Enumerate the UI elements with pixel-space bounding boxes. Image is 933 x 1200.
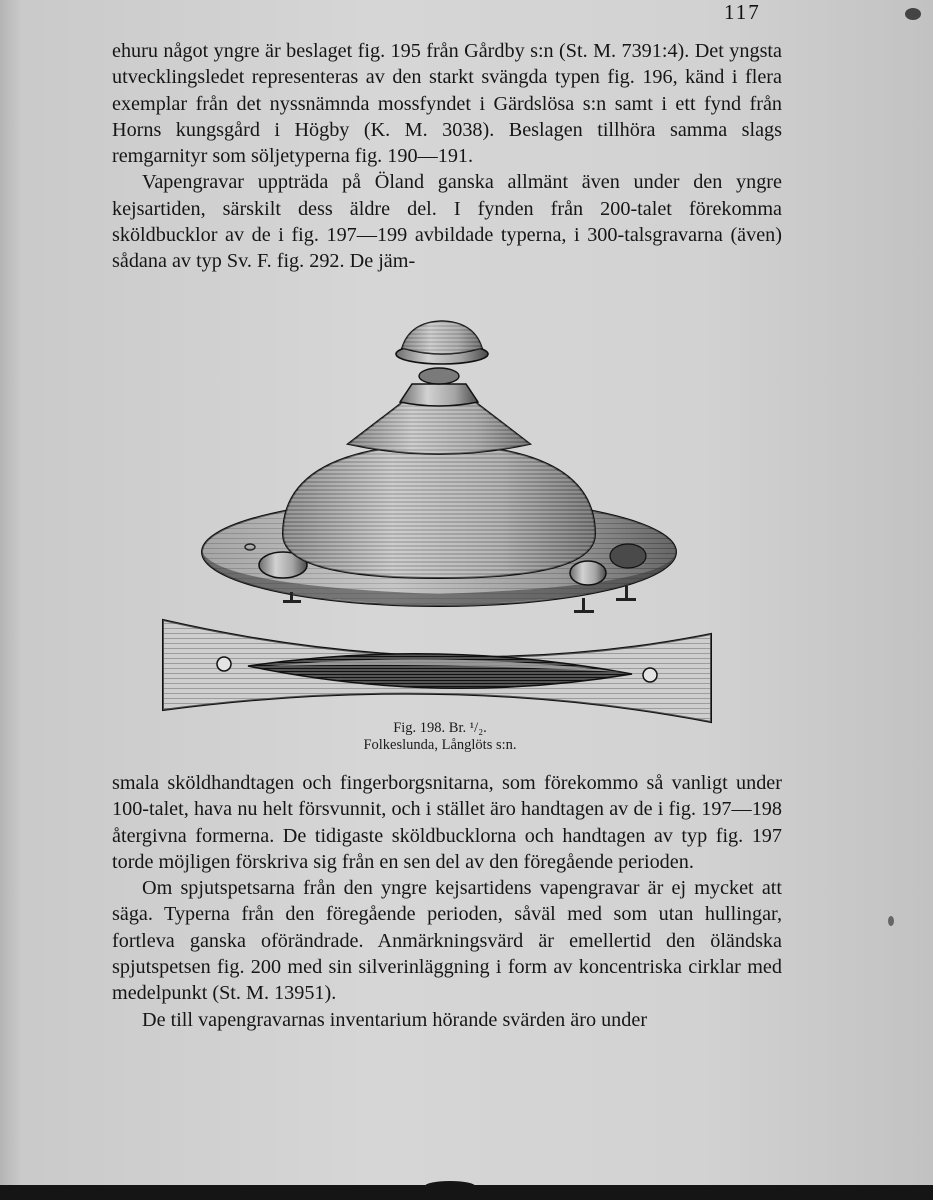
shield-handle: [163, 620, 711, 722]
top-text-block: [112, 38, 782, 275]
figure-caption-location: Folkeslunda, Långlöts s:n.: [363, 737, 517, 753]
paragraph: De till vapengravarnas inventarium hörande svärden äro under: [142, 1008, 648, 1031]
dust-speck: [888, 916, 894, 926]
bottom-text-block: [112, 770, 782, 1033]
boss-cone: [348, 384, 530, 454]
paragraph: ehuru något yngre är beslaget fig. 195 från Gårdby s:n (St. M. 7391:4). Det yngsta utvecklingsledet representeras av den starkt svängda typen fig. 196, känd i flera exemplar från det nyssnämnda mossfyndet i Gärdslösa s:n samt i ett fynd från Horns kungsgård i Högby (K. M. 3038). Beslagen tillhöra samma slags remgarnityr som söljetyperna fig. 190—191.: [112, 40, 782, 168]
page-bottom-edge: [0, 1185, 933, 1200]
boss-dome: [283, 444, 595, 578]
paragraph: Om spjutspetsarna från den yngre kejsartidens vapengravar är ej mycket att säga. Typerna från den föregående perioden, såväl med som utan hullingar, fortleva ganska oförändrade. Anmärkningsvärd är emellertid den öländska spjutspetsen fig. 200 med sin silverinläggning i form av koncentriska cirklar med medelpunkt (St. M. 13951).: [112, 877, 782, 1005]
dust-speck: [905, 8, 921, 20]
page-edge-shadow: [0, 0, 22, 1185]
boss-finial: [396, 321, 488, 384]
binding-notch: [425, 1181, 475, 1191]
paragraph: Vapengravar uppträda på Öland ganska allmänt även under den yngre kejsartiden, särskilt dess äldre del. I fynden från 200-talet förekomma sköldbucklor av de i fig. 197—199 avbildade typerna, i 300-talsgravarna (även) sådana av typ Sv. F. fig. 292. De jäm-: [112, 171, 782, 273]
page-number: 117: [724, 0, 761, 24]
shield-boss-illustration: [150, 316, 730, 728]
paragraph: smala sköldhandtagen och fingerborgsnitarna, som förekommo så vanligt under 100-talet, hava nu helt försvunnit, och i stället äro handtagen av de i fig. 197—198 återgivna formerna. De tidigaste sköldbucklorna och handtagen av typ fig. 197 torde möjligen förskriva sig från en sen del av den föregående perioden.: [112, 772, 782, 873]
figure-caption: Fig. 198. Br. ¹/₂.: [393, 720, 487, 736]
